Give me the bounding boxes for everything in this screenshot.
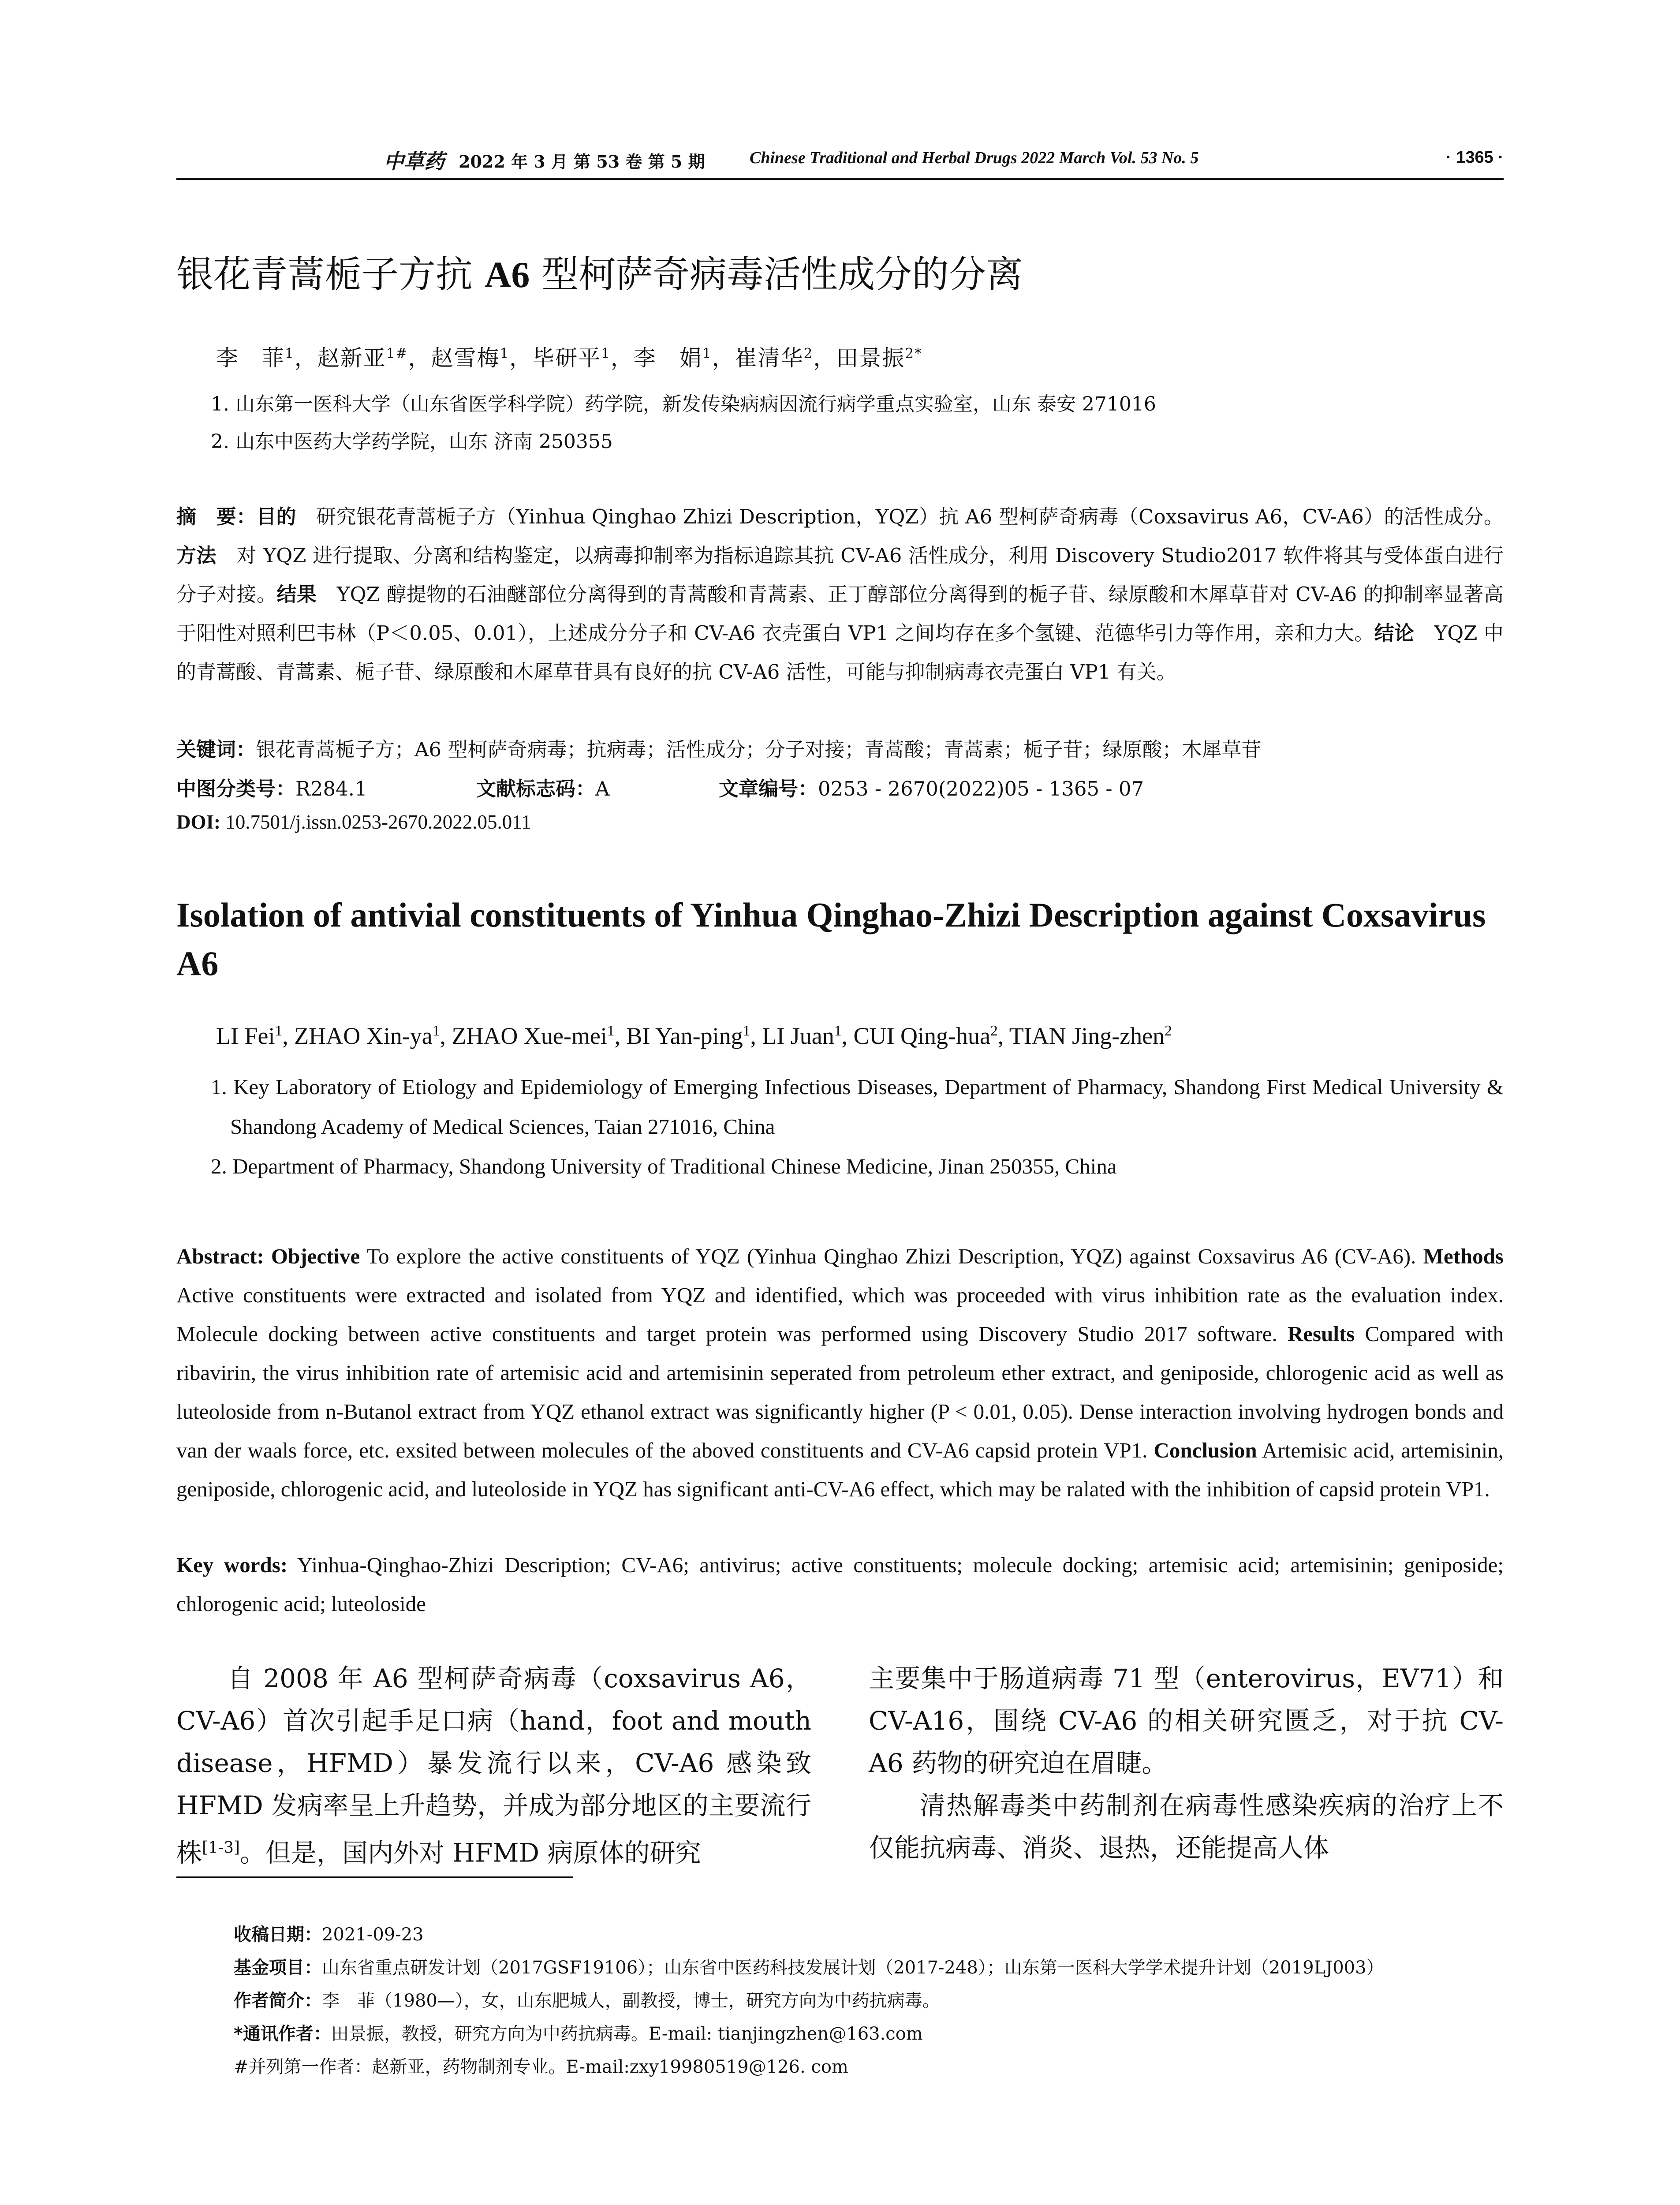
abstract-label: 摘 要：: [176, 505, 257, 528]
author-affiliation-mark: 1: [743, 1023, 750, 1039]
author-name: CUI Qing-hua: [853, 1023, 990, 1049]
author-name: 田景振: [836, 345, 905, 371]
authors-cn: 李 菲$^1$，赵新亚$^{1\#}$，赵雪梅$^1$，毕研平$^1$，李 娟$^1$，崔清华$^2$，田景振$^{2*}$: [216, 345, 922, 371]
author-name: 李 菲: [216, 345, 285, 371]
author-name: 李 娟: [633, 345, 702, 371]
doc-code-label: 文献标志码：: [476, 777, 596, 800]
affiliation-cn: 1. 山东第一医科大学（山东省医学科学院）药学院，新发传染病病因流行病学重点实验室，山东 泰安 271016: [211, 393, 1156, 415]
footnote-cofirst: #并列第一作者：赵新亚，药物制剂专业。E-mail:zxy19980519@126. com: [234, 2057, 848, 2077]
keywords-text: Yinhua-Qinghao-Zhizi Description; CV-A6; antivirus; active constituents; molecule docking; artemisic acid; artemisinin; geniposide; chlorogenic acid; luteoloside: [176, 1553, 1504, 1616]
author-affiliation-mark: 1: [275, 1023, 283, 1039]
body-left-column: [176, 1657, 811, 1874]
issue-info-en: Chinese Traditional and Herbal Drugs 2022 March Vol. 53 No. 5: [750, 149, 1199, 167]
author-affiliation-mark: 2*: [905, 345, 922, 362]
title-cn-part: 型柯萨奇病毒活性成分的分离: [530, 253, 1023, 296]
body-paragraph: [176, 1657, 811, 1874]
author-bio-label: 作者简介：: [234, 1991, 322, 2011]
authors-en: LI Fei$^1$, ZHAO Xin-$ya^1$, ZHAO Xue-mei$^1$, BI Yan-ping$^1$, LI Juan$^1$, CUI Qing-hua$^2$, TIAN Jing-zhen$^2$: [216, 1023, 1172, 1049]
objective-text: To explore the active constituents of YQZ (Yinhua Qinghao Zhizi Description, YQZ) against Coxsavirus A6 (CV-A6).: [360, 1244, 1423, 1268]
doc-code-value: A: [595, 777, 610, 800]
title-cn: [176, 245, 1023, 298]
results-label: Results: [1287, 1322, 1355, 1346]
received-date: 2021-09-23: [322, 1925, 424, 1945]
body-paragraph: 清热解毒类中药制剂在病毒性感染疾病的治疗上不仅能抗病毒、消炎、退热，还能提高人体: [869, 1790, 1504, 1863]
author-affiliation-mark: 1: [601, 345, 611, 362]
corresponding-text: 田景振，教授，研究方向为中药抗病毒。E-mail: tianjingzhen@163.com: [331, 2024, 923, 2044]
fund-text: 山东省重点研发计划（2017GSF19106）；山东省中医药科技发展计划（2017-248）；山东第一医科大学学术提升计划（2019LJ003）: [322, 1958, 1384, 1978]
author-affiliation-mark: 1#: [386, 345, 408, 362]
author-name: LI Fei: [216, 1023, 275, 1049]
author-affiliation-mark: 1: [607, 1023, 615, 1039]
citation: [1-3]: [202, 1839, 240, 1857]
clc-value: R284.1: [295, 777, 367, 800]
methods-text: 对 YQZ 进行提取、分离和结构鉴定，以病毒抑制率为指标追踪其抗 CV-A6 活性成分，利用 Discovery Studio2017 软件将其与受体蛋白进行分子对接。: [176, 544, 1504, 606]
author-affiliation-mark: 1: [285, 345, 295, 362]
author-name: BI Yan-ping: [626, 1023, 743, 1049]
title-cn-part: A6: [484, 254, 530, 295]
abstract-cn: [176, 497, 1504, 691]
objective-text: 研究银花青蒿栀子方（Yinhua Qinghao Zhizi Description，YQZ）抗 A6 型柯萨奇病毒（Coxsavirus A6，CV-A6）的活性成分。: [296, 505, 1504, 528]
objective-label: Objective: [271, 1244, 360, 1268]
keywords-text: 银花青蒿栀子方；A6 型柯萨奇病毒；抗病毒；活性成分；分子对接；青蒿酸；青蒿素；栀子苷；绿原酸；木犀草苷: [256, 738, 1262, 761]
abstract-label: Abstract:: [176, 1244, 264, 1268]
received-label: 收稿日期：: [234, 1925, 322, 1945]
body-text: 。但是，国内外对 HFMD 病原体的研究: [239, 1838, 701, 1868]
author-affiliation-mark: 2: [803, 345, 814, 362]
footnote-rule: [176, 1876, 573, 1878]
conclusion-label: 结论: [1374, 621, 1415, 645]
header-rule: [176, 178, 1504, 180]
doi-label: DOI:: [176, 811, 220, 833]
article-no-value: 0253 - 2670(2022)05 - 1365 - 07: [818, 777, 1144, 800]
author-affiliation-mark: 2: [990, 1023, 998, 1039]
methods-label: Methods: [1423, 1244, 1504, 1268]
conclusion-text: Artemisic acid, artemisinin, geniposide, chlorogenic acid, and luteoloside in YQZ has significant anti-CV-A6 effect, which may be ralated with the inhibition of capsid protein VP1.: [176, 1438, 1504, 1501]
author-bio-text: 李 菲（1980—），女，山东肥城人，副教授，博士，研究方向为中药抗病毒。: [322, 1991, 940, 2011]
corresponding-label: *通讯作者：: [234, 2024, 331, 2044]
author-name: LI Juan: [762, 1023, 834, 1049]
doi-line: [176, 811, 531, 833]
keywords-en: [176, 1546, 1504, 1623]
abstract-en: [176, 1237, 1504, 1509]
footnote-corresponding: [234, 2020, 923, 2045]
issue-info-cn: 2022 年 3 月 第 53 卷 第 5 期: [459, 152, 705, 172]
body-text: 自 2008 年 A6 型柯萨奇病毒（coxsavirus A6，CV-A6）首次引起手足口病（hand，foot and mouth disease，HFMD）暴发流行以来，CV-A6 感染致 HFMD 发病率呈上升趋势，并成为部分地区的主要流行株: [176, 1663, 811, 1868]
author-affiliation-mark: 1: [834, 1023, 842, 1039]
results-label: 结果: [276, 583, 317, 606]
footnote-received: [234, 1921, 424, 1946]
title-en: Isolation of antivial constituents of Yinhua Qinghao-Zhizi Description against Coxsavirus A6: [176, 896, 1486, 983]
affiliation-en: 2. Department of Pharmacy, Shandong University of Traditional Chinese Medicine, Jinan 250355, China: [211, 1154, 1117, 1178]
conclusion-text: YQZ 中的青蒿酸、青蒿素、栀子苷、绿原酸和木犀草苷具有良好的抗 CV-A6 活性，可能与抑制病毒衣壳蛋白 VP1 有关。: [176, 621, 1504, 684]
author-name: 赵新亚: [317, 345, 386, 371]
footnote-author: [234, 1987, 940, 2012]
keywords-cn: [176, 730, 1504, 769]
author-name: 赵雪梅: [431, 345, 500, 371]
fund-label: 基金项目：: [234, 1958, 322, 1978]
clc-label: 中图分类号：: [176, 777, 296, 800]
methods-label: 方法: [176, 544, 217, 567]
footnote-fund: [234, 1954, 1384, 1979]
author-name: 崔清华: [735, 345, 804, 371]
classification-line: [176, 773, 1504, 804]
affiliation-cn: 2. 山东中医药大学药学院，山东 济南 250355: [211, 430, 613, 453]
methods-text: Active constituents were extracted and isolated from YQZ and identified, which was proceeded with virus inhibition rate as the evaluation index. Molecule docking between active constituents and target protein was performed using Discovery Studio 2017 software.: [176, 1283, 1504, 1346]
author-name: TIAN Jing-zhen: [1009, 1023, 1165, 1049]
page-number: · 1365 ·: [1446, 148, 1504, 167]
author-name: ZHAO Xue-mei: [452, 1023, 607, 1049]
title-cn-part: 银花青蒿栀子方抗: [176, 253, 485, 296]
journal-logo: 中草药: [384, 149, 444, 173]
keywords-label: Key words:: [176, 1553, 288, 1577]
author-affiliation-mark: 1: [702, 345, 712, 362]
results-text: YQZ 醇提物的石油醚部位分离得到的青蒿酸和青蒿素、正丁醇部位分离得到的栀子苷、绿原酸和木犀草苷对 CV-A6 的抑制率显著高于阳性对照利巴韦林（P＜0.05、0.01），上述成分分子和 CV-A6 衣壳蛋白 VP1 之间均存在多个氢键、范德华引力等作用，亲和力大。: [176, 583, 1504, 645]
author-affiliation-mark: 1: [432, 1023, 440, 1039]
affiliation-en: 1. Key Laboratory of Etiology and Epidemiology of Emerging Infectious Diseases, Department of Pharmacy, Shandong First Medical University & Shandong Academy of Medical Sciences, Taian 271016, China: [211, 1075, 1504, 1139]
objective-label: 目的: [256, 505, 296, 528]
author-name: 毕研平: [532, 345, 601, 371]
results-text: Compared with ribavirin, the virus inhibition rate of artemisic acid and artemisinin seperated from petroleum ether extract, and geniposide, chlorogenic acid as well as luteoloside from n-Butanol extract from YQZ ethanol extract was significantly higher (P < 0.01, 0.05). Dense interaction involving hydrogen bonds and van der waals force, etc. exsited between molecules of the aboved constituents and CV-A6 capsid protein VP1.: [176, 1322, 1504, 1462]
article-no-label: 文章编号：: [719, 777, 818, 800]
running-header: [176, 146, 1504, 176]
author-affiliation-mark: 2: [1165, 1023, 1172, 1039]
author-affiliation-mark: 1: [500, 345, 510, 362]
body-right-column: [869, 1657, 1504, 1869]
doi-value: 10.7501/j.issn.0253-2670.2022.05.011: [220, 811, 531, 833]
keywords-label: 关键词：: [176, 738, 256, 761]
author-name: ZHAO Xin-ya: [294, 1023, 433, 1049]
body-paragraph: 主要集中于肠道病毒 71 型（enterovirus，EV71）和 CV-A16，围绕 CV-A6 的相关研究匮乏，对于抗 CV-A6 药物的研究迫在眉睫。: [869, 1663, 1504, 1778]
conclusion-label: Conclusion: [1154, 1438, 1257, 1462]
